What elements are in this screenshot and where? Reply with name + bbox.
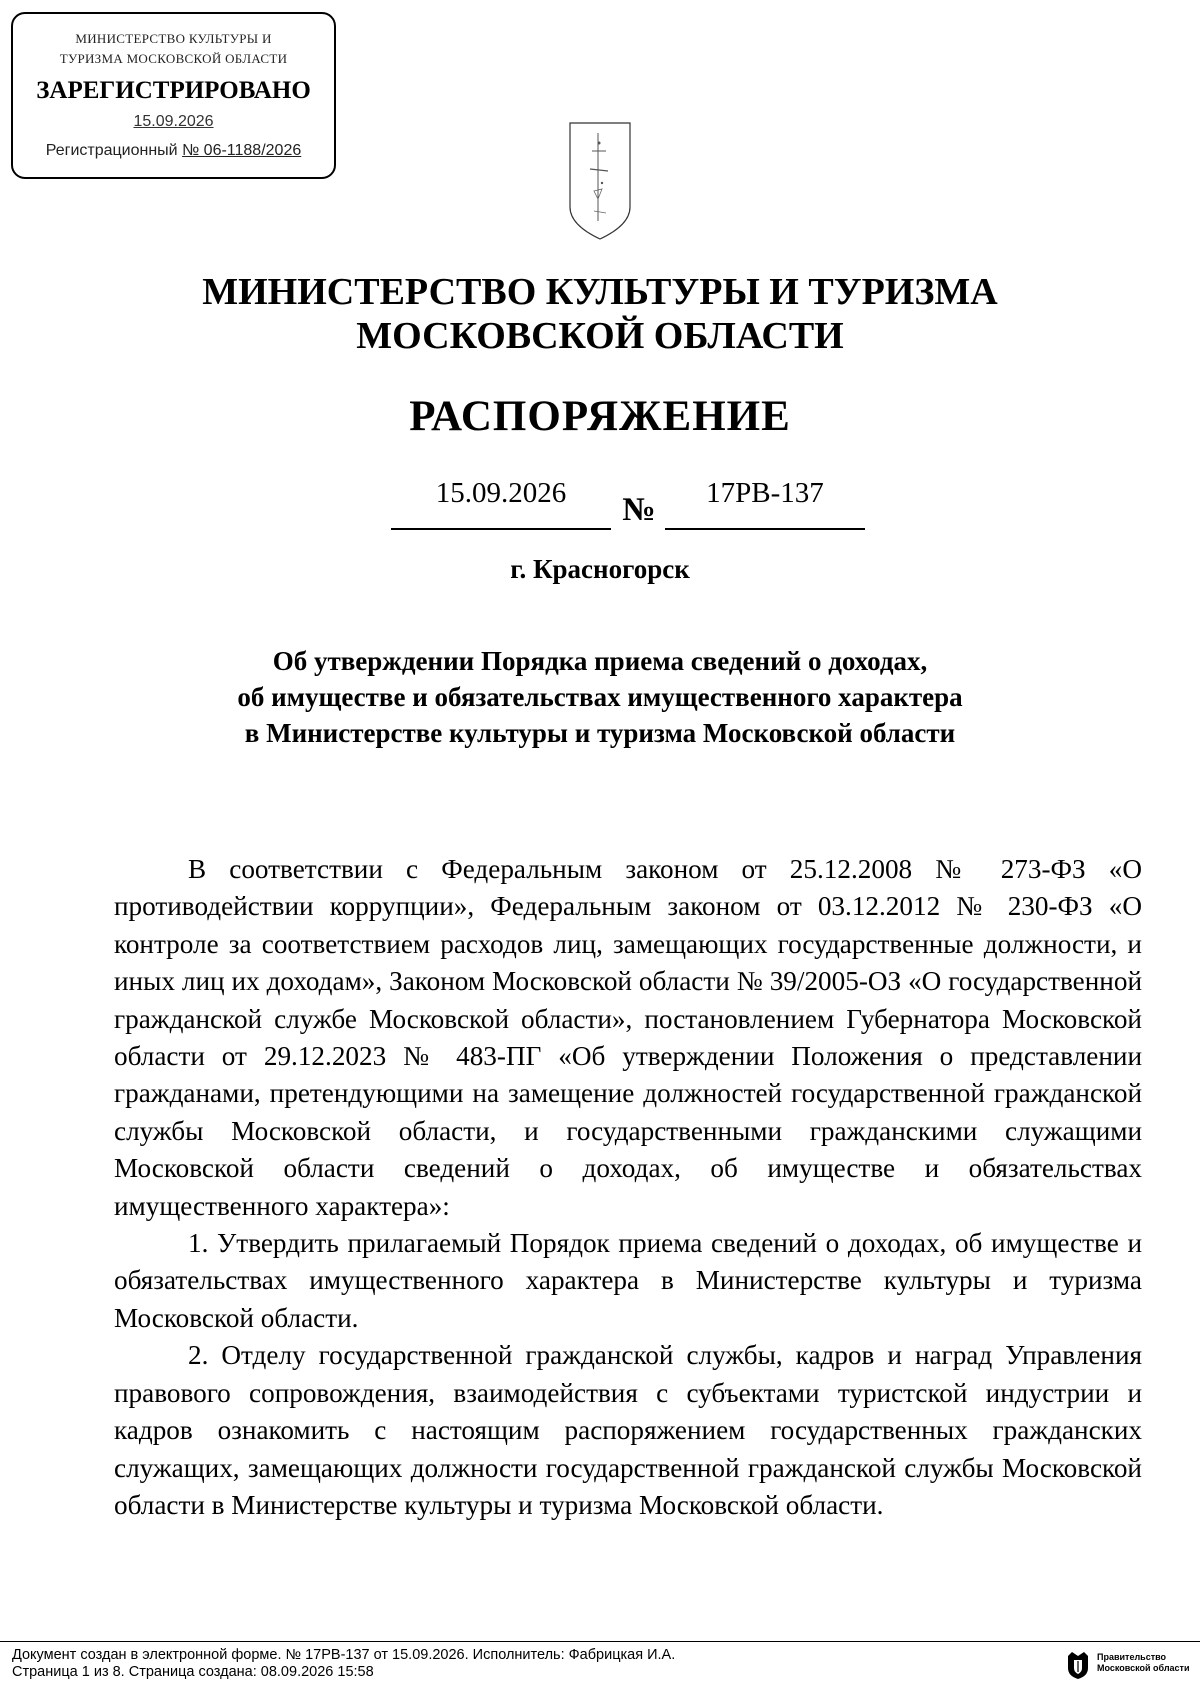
- item-2-paragraph: 2. Отделу государственной гражданской службы, кадров и наград Управления правового сопровождения, взаимодействия с субъектами туристской индустрии и кадров ознакомить с настоящим распоряжением государственных гражданских служащих, замещающих должности государственной гражданской службы Московской области в Министерстве культуры и туризма Московской области.: [114, 1340, 1142, 1520]
- subject-line3: в Министерстве культуры и туризма Московской области: [244, 718, 956, 748]
- stamp-reg-number: № 06-1188/2026: [182, 142, 302, 159]
- stamp-org-line2: ТУРИЗМА МОСКОВСКОЙ ОБЛАСТИ: [59, 51, 288, 66]
- number-sign: №: [622, 492, 656, 528]
- ministry-title-line1: МИНИСТЕРСТВО КУЛЬТУРЫ И ТУРИЗМА: [202, 271, 998, 313]
- document-subject: [0, 643, 1200, 751]
- subject-line1: Об утверждении Порядка приема сведений о доходах,: [272, 646, 928, 676]
- footer-divider: [0, 1641, 1200, 1642]
- stamp-reg-label: Регистрационный: [45, 142, 178, 159]
- government-label: [1097, 1652, 1190, 1674]
- stamp-org-line1: МИНИСТЕРСТВО КУЛЬТУРЫ И: [75, 31, 272, 46]
- ministry-title-line2: МОСКОВСКОЙ ОБЛАСТИ: [356, 315, 844, 357]
- footer-line2: Страница 1 из 8. Страница создана: 08.09.2026 15:58: [12, 1664, 374, 1680]
- date-underline: [391, 528, 611, 530]
- stamp-date: 15.09.2026: [133, 113, 214, 130]
- stamp-organization: [13, 28, 334, 70]
- subject-line2: об имуществе и обязательствах имущественного характера: [237, 682, 963, 712]
- registration-stamp: [11, 12, 336, 179]
- footer-info: [12, 1647, 675, 1681]
- item-1-paragraph: 1. Утвердить прилагаемый Порядок приема сведений о доходах, об имуществе и обязательствах имущественного характера в Министерстве культуры и туризма Московской области.: [114, 1228, 1142, 1333]
- stamp-title: ЗАРЕГИСТРИРОВАНО: [36, 77, 311, 104]
- date-number-row: [0, 476, 1200, 536]
- document-date: 15.09.2026: [435, 477, 567, 509]
- coat-of-arms-icon: [568, 121, 632, 241]
- ministry-title: [0, 270, 1200, 358]
- document-body: [114, 851, 1142, 1524]
- document-type: РАСПОРЯЖЕНИЕ: [409, 393, 791, 440]
- stamp-registration: [13, 141, 334, 161]
- government-emblem-icon: [1064, 1650, 1092, 1680]
- preamble-paragraph: В соответствии с Федеральным законом от 25.12.2008 № 273-ФЗ «О противодействии коррупции», Федеральным законом от 03.12.2012 № 230-ФЗ «О контроле за соответствием расходов лиц, замещающих государственные должности, и иных лиц их доходам», Законом Московской области № 39/2005-ОЗ «О государственной гражданской службе Московской области», постановлением Губернатора Московской области от 29.12.2023 № 483-ПГ «Об утверждении Положения о представлении гражданами, претендующими на замещение должностей государственной гражданской службы Московской области, и государственными гражданскими служащими Московской области сведений о доходах, об имуществе и обязательствах имущественного характера»:: [114, 854, 1142, 1221]
- city: г. Красногорск: [510, 554, 690, 584]
- gov-label-line2: Московской области: [1097, 1663, 1190, 1673]
- gov-label-line1: Правительство: [1097, 1652, 1167, 1662]
- number-underline: [665, 528, 865, 530]
- document-number: 17РВ-137: [706, 477, 824, 509]
- footer-line1: Документ создан в электронной форме. № 17РВ-137 от 15.09.2026. Исполнитель: Фабрицкая И.А.: [12, 1647, 676, 1663]
